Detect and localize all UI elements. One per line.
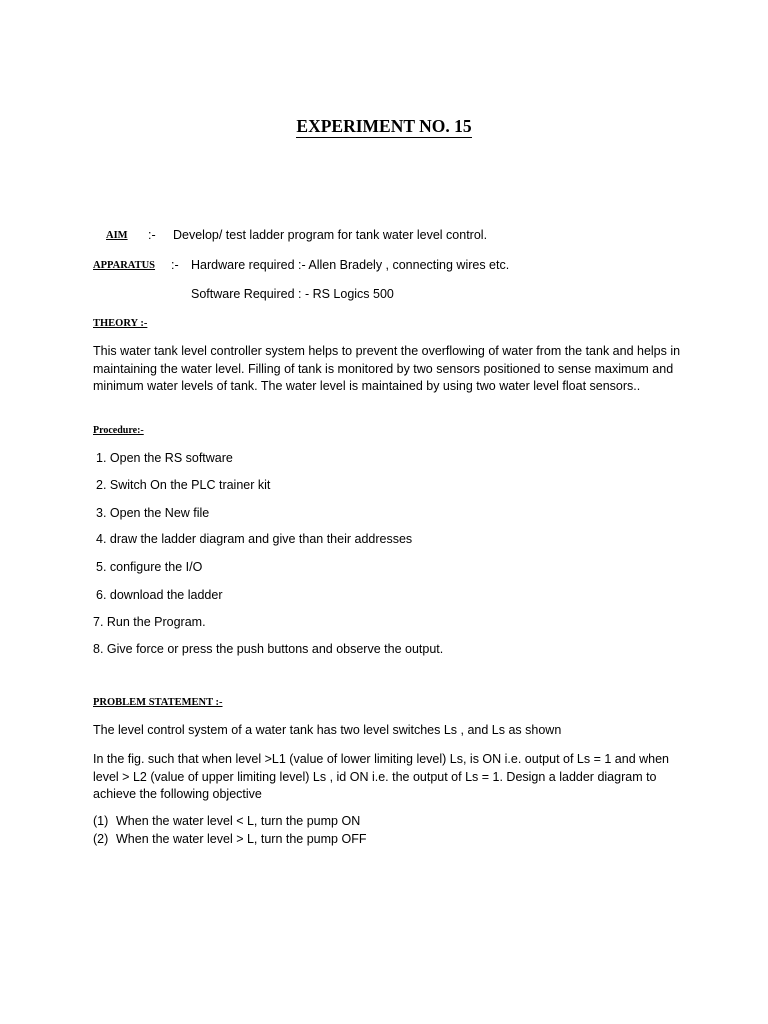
- page-title: EXPERIMENT NO. 15: [296, 116, 472, 136]
- theory-text: This water tank level controller system helps to prevent the overflowing of water from the tank and helps in maintaining the water level. Filling of tank is monitored by two sensors positioned to sense maximum and minimum water levels of tank. The water level is maintained by using two water level float sensors..: [93, 344, 681, 393]
- procedure-step: 5. configure the I/O: [96, 560, 203, 574]
- procedure-step: 8. Give force or press the push buttons and observe the output.: [93, 642, 444, 656]
- procedure-step: 4. draw the ladder diagram and give than their addresses: [96, 532, 413, 546]
- apparatus-hardware: Hardware required :- Allen Bradely , connecting wires etc.: [191, 258, 510, 272]
- aim-separator: :-: [148, 228, 156, 242]
- procedure-step: 2. Switch On the PLC trainer kit: [96, 478, 271, 492]
- objective-number: (1): [93, 814, 109, 828]
- procedure-step: 3. Open the New file: [96, 506, 210, 520]
- objective-number: (2): [93, 832, 109, 846]
- aim-label: AIM: [106, 230, 128, 241]
- apparatus-software: Software Required : - RS Logics 500: [191, 287, 394, 301]
- problem-intro: The level control system of a water tank has two level switches Ls , and Ls as shown: [93, 723, 562, 737]
- procedure-step: 6. download the ladder: [96, 588, 223, 602]
- objective-text: When the water level < L, turn the pump ON: [116, 814, 361, 828]
- procedure-step: 7. Run the Program.: [93, 615, 206, 629]
- problem-label: PROBLEM STATEMENT :-: [93, 697, 223, 708]
- theory-label: THEORY :-: [93, 318, 148, 329]
- apparatus-separator: :-: [171, 258, 179, 272]
- procedure-step: 1. Open the RS software: [96, 451, 233, 465]
- apparatus-label: APPARATUS: [93, 260, 156, 271]
- aim-text: Develop/ test ladder program for tank water level control.: [173, 228, 488, 242]
- procedure-label: Procedure:-: [93, 425, 144, 436]
- objective-text: When the water level > L, turn the pump OFF: [116, 832, 367, 846]
- problem-body: In the fig. such that when level >L1 (value of lower limiting level) Ls, is ON i.e. output of Ls = 1 and when level > L2 (value of upper limiting level) Ls , id ON i.e. the output of Ls = 1. Design a ladder diagram to achieve the following objective: [93, 752, 670, 801]
